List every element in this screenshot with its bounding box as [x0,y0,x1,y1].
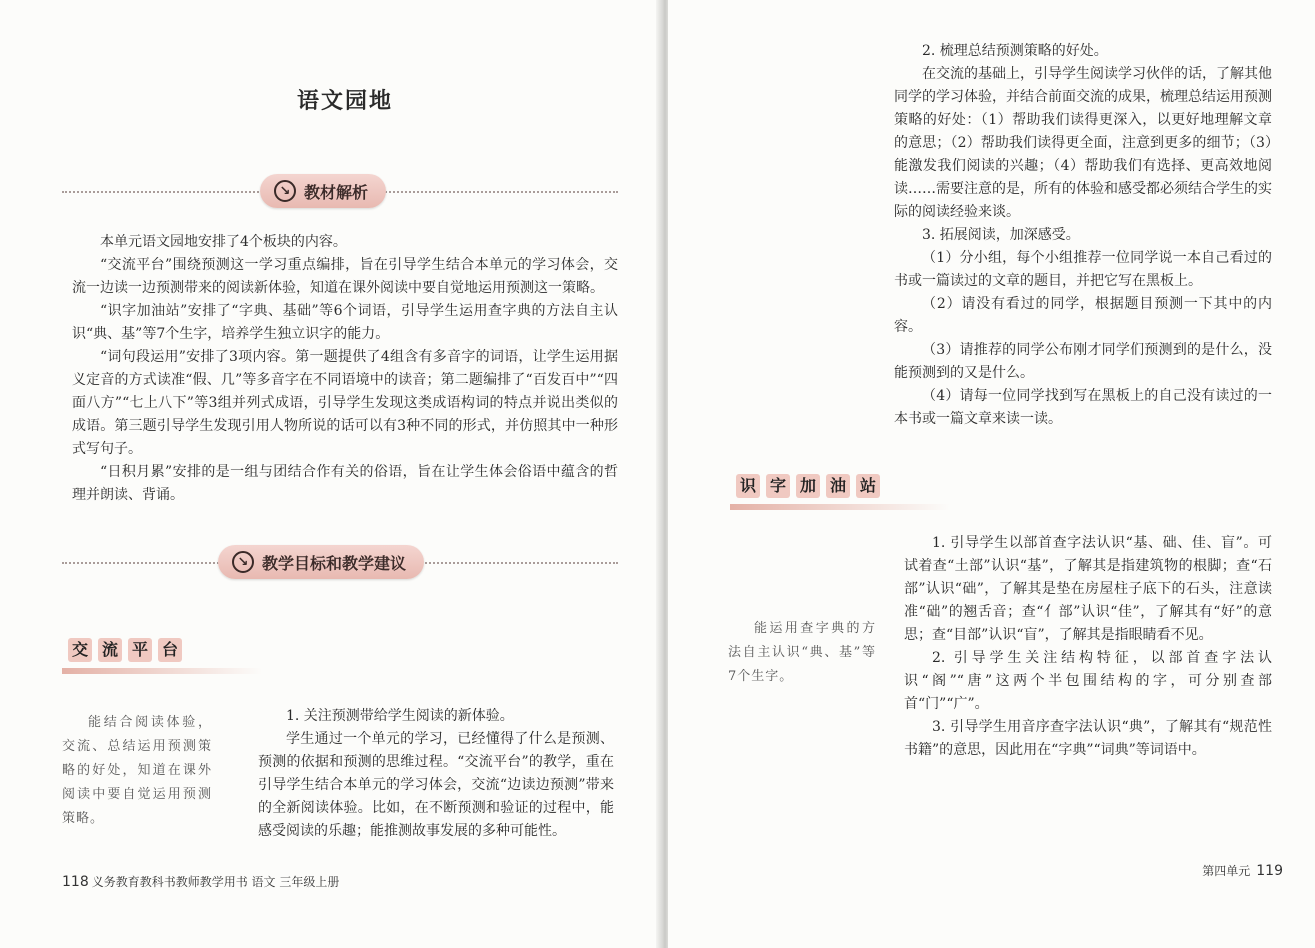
p3-title: 3. 拓展阅读，加深感受。 [922,227,1080,243]
p3-item: （2）请没有看过的同学，根据题目预测一下其中的内容。 [894,296,1272,335]
footer-left [62,873,339,890]
arrow-circle-icon: ↘ [232,551,254,573]
literacy-item: 1. 引导学生以部首查字法认识“基、础、佳、盲”。可试着查“土部”认识“基”，了解其是指建筑物的根脚；查“石部”认识“础”，了解其是垫在房屋柱子底下的石头，注意读准“础”的翘舌音；查“亻部”认识“佳”，了解其有“好”的意思；查“目部”认识“盲”，了解其是指眼睛看不见。 [904,535,1272,643]
heading-char: 加 [796,474,820,498]
side-note-text: 能结合阅读体验，交流、总结运用预测策略的好处，知道在课外阅读中要自觉运用预测策略。 [62,715,212,826]
section-bar-analysis [62,172,618,212]
side-note-goal [62,711,212,831]
analysis-paragraph: “交流平台”围绕预测这一学习重点编排，旨在引导学生结合本单元的学习体会，交流一边读一边预测带来的阅读新体验，知道在课外阅读中要自觉地运用预测这一策略。 [72,257,618,296]
p2-body: 在交流的基础上，引导学生阅读学习伙伴的话，了解其他同学的学习体验，并结合前面交流的成果，梳理总结运用预测策略的好处：（1）帮助我们读得更深入，以更好地理解文章的意思；（2）帮助我们读得更全面，注意到更多的细节；（3）能激发我们阅读的兴趣；（4）帮助我们有选择、更高效地阅读……需要注意的是，所有的体验和感受都必须结合学生的实际的阅读经验来谈。 [894,66,1272,220]
heading-literacy-station [736,474,880,498]
section-pill-analysis [260,174,386,208]
heading-char: 流 [98,638,122,662]
heading-underline [62,668,262,674]
heading-char: 站 [856,474,880,498]
literacy-item: 3. 引导学生用音序查字法认识“典”，了解其有“规范性书籍”的意思，因此用在“字典”“词典”等词语中。 [904,719,1272,758]
book-title: 义务教育教科书教师教学用书 语文 三年级上册 [91,875,340,889]
unit-label: 第四单元 [1202,864,1251,878]
point1-title: 1. 关注预测带给学生阅读的新体验。 [286,708,514,724]
heading-char: 台 [158,638,182,662]
p3-item: （1）分小组，每个小组推荐一位同学说一本自己看过的书或一篇读过的文章的题目，并把它写在黑板上。 [894,250,1272,289]
heading-char: 油 [826,474,850,498]
analysis-paragraph: “日积月累”安排的是一组与团结合作有关的俗语，旨在让学生体会俗语中蕴含的哲理并朗读、背诵。 [72,464,618,503]
point1-body: 学生通过一个单元的学习，已经懂得了什么是预测、预测的依据和预测的思维过程。“交流平台”的教学，重在引导学生结合本单元的学习体会，交流“边读边预测”带来的全新阅读体验。比如，在不断预测和验证的过程中，能感受阅读的乐趣；能推测故事发展的多种可能性。 [258,731,614,839]
right-page [668,0,1315,948]
page-title: 语文园地 [296,88,393,114]
heading-exchange-platform [68,638,182,662]
section-pill-goals [218,545,424,579]
arrow-circle-icon: ↘ [274,180,296,202]
side-note-text: 能运用查字典的方法自主认识“典、基”等7个生字。 [728,621,876,684]
page-number: 119 [1256,863,1283,879]
strategy-text [894,40,1272,431]
page-number: 118 [62,874,89,890]
heading-underline [730,504,950,510]
side-note-literacy [728,617,876,689]
literacy-text [904,532,1272,762]
p3-item: （3）请推荐的同学公布刚才同学们预测到的是什么，没能预测到的又是什么。 [894,342,1272,381]
heading-char: 交 [68,638,92,662]
point1-text [258,705,614,843]
section-title-analysis: 教材解析 [304,182,369,202]
footer-right [1202,862,1283,879]
analysis-paragraph: “词句段运用”安排了3项内容。第一题提供了4组含有多音字的词语，让学生运用据义定音的方式读准“假、几”等多音字在不同语境中的读音；第二题编排了“百发百中”“四面八方”“七上八下”等3组并列式成语，引导学生发现这类成语构词的特点并说出类似的成语。第三题引导学生发现引用人物所说的话可以有3种不同的形式，并仿照其中一种形式写句子。 [72,349,618,457]
analysis-paragraph: 本单元语文园地安排了4个板块的内容。 [100,234,347,250]
section-bar-goals [62,543,618,583]
heading-char: 平 [128,638,152,662]
analysis-text [72,231,618,507]
literacy-item: 2. 引导学生关注结构特征，以部首查字法认识“阁”“唐”这两个半包围结构的字，可分别查部首“门”“广”。 [904,650,1272,712]
p2-title: 2. 梳理总结预测策略的好处。 [922,43,1108,59]
analysis-paragraph: “识字加油站”安排了“字典、基础”等6个词语，引导学生运用查字典的方法自主认识“典、基”等7个生字，培养学生独立识字的能力。 [72,303,618,342]
p3-item: （4）请每一位同学找到写在黑板上的自己没有读过的一本书或一篇文章来读一读。 [894,388,1272,427]
heading-char: 识 [736,474,760,498]
heading-char: 字 [766,474,790,498]
section-title-goals: 教学目标和教学建议 [262,553,407,573]
